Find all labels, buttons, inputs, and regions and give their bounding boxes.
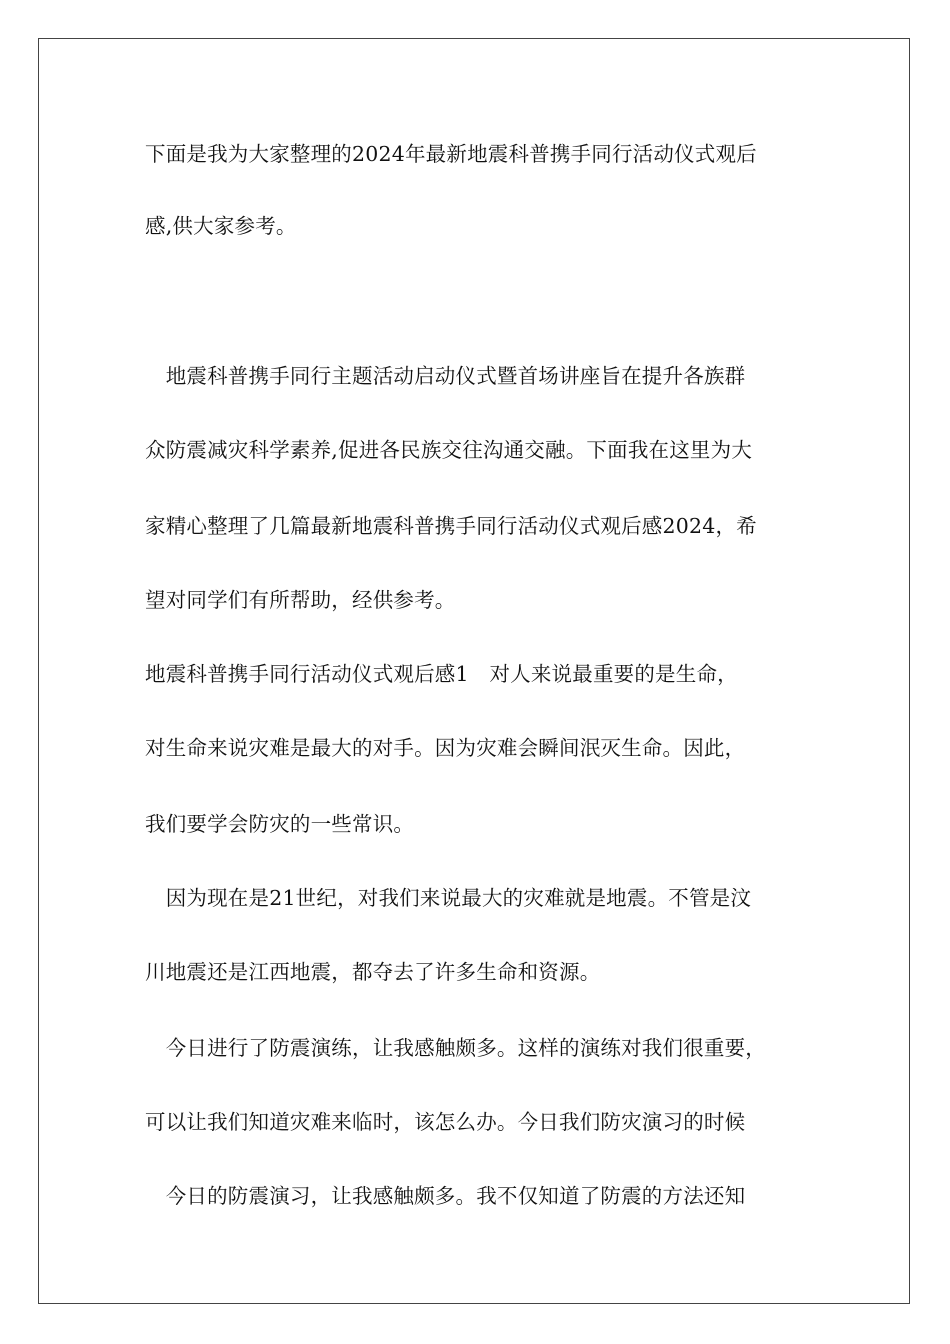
text-line: 地震科普携手同行活动仪式观后感1 对人来说最重要的是生命， bbox=[145, 662, 738, 686]
text-line: 感,供大家参考。 bbox=[145, 214, 297, 238]
text-line: 众防震减灾科学素养,促进各民族交往沟通交融。下面我在这里为大 bbox=[145, 438, 753, 462]
text-line: 可以让我们知道灾难来临时，该怎么办。今日我们防灾演习的时候 bbox=[145, 1110, 746, 1134]
text-line: 家精心整理了几篇最新地震科普携手同行活动仪式观后感2024，希 bbox=[145, 514, 757, 538]
text-line: 对生命来说灾难是最大的对手。因为灾难会瞬间泯灭生命。因此， bbox=[145, 736, 746, 760]
text-line: 望对同学们有所帮助，经供参考。 bbox=[145, 588, 456, 612]
text-line: 川地震还是江西地震，都夺去了许多生命和资源。 bbox=[145, 960, 601, 984]
text-line: 我们要学会防灾的一些常识。 bbox=[145, 812, 415, 836]
text-line: 地震科普携手同行主题活动启动仪式暨首场讲座旨在提升各族群 bbox=[145, 364, 746, 388]
text-line: 今日进行了防震演练，让我感触颇多。这样的演练对我们很重要， bbox=[145, 1036, 766, 1060]
text-line: 今日的防震演习，让我感触颇多。我不仅知道了防震的方法还知 bbox=[145, 1184, 746, 1208]
text-line: 因为现在是21世纪，对我们来说最大的灾难就是地震。不管是汶 bbox=[145, 886, 752, 910]
text-line: 下面是我为大家整理的2024年最新地震科普携手同行活动仪式观后 bbox=[145, 142, 757, 166]
